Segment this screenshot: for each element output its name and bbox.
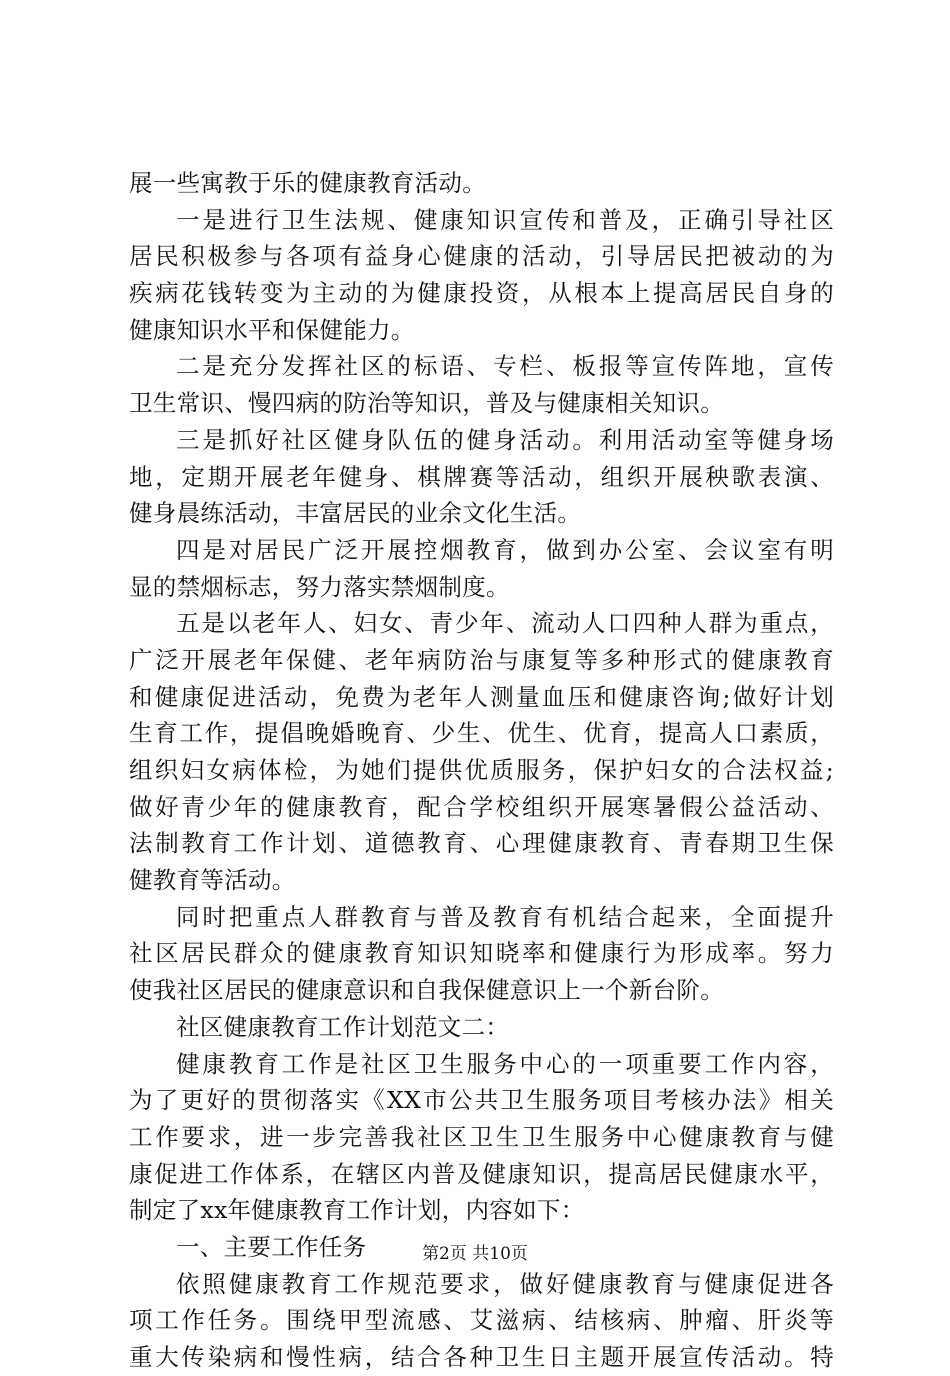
text-line: 展一些寓教于乐的健康教育活动。 — [129, 169, 486, 197]
text-line: 显的禁烟标志，努力落实禁烟制度。 — [129, 572, 510, 601]
text-line: 组织妇女病体检，为她们提供优质服务，保护妇女的合法权益; — [129, 756, 834, 784]
text-line: 一、主要工作任务 — [176, 1232, 367, 1261]
text-line: 广泛开展老年保健、老年病防治与康复等多种形式的健康教育 — [129, 645, 834, 674]
text-line: 使我社区居民的健康意识和自我保健意识上一个新台阶。 — [129, 976, 724, 1005]
text-line: 健身晨练活动，丰富居民的业余文化生活。 — [129, 499, 582, 528]
text-line: 为了更好的贯彻落实《XX市公共卫生服务项目考核办法》相关 — [129, 1086, 834, 1115]
text-line: 健康知识水平和保健能力。 — [129, 315, 415, 344]
text-line: 做好青少年的健康教育，配合学校组织开展寒暑假公益活动、 — [129, 792, 834, 821]
text-line: 工作要求，进一步完善我社区卫生卫生服务中心健康教育与健 — [129, 1122, 834, 1151]
text-line: 社区健康教育工作计划范文二： — [176, 1012, 510, 1041]
text-line: 社区居民群众的健康教育知识知晓率和健康行为形成率。努力 — [129, 939, 834, 968]
text-line: 同时把重点人群教育与普及教育有机结合起来，全面提升 — [176, 902, 834, 931]
text-line: 康促进工作体系，在辖区内普及健康知识，提高居民健康水平， — [129, 1159, 834, 1188]
text-line: 和健康促进活动，免费为老年人测量血压和健康咨询;做好计划 — [129, 682, 834, 711]
text-line: 五是以老年人、妇女、青少年、流动人口四种人群为重点， — [176, 609, 834, 638]
text-line: 健康教育工作是社区卫生服务中心的一项重要工作内容， — [176, 1049, 834, 1078]
text-line: 依照健康教育工作规范要求，做好健康教育与健康促进各 — [176, 1269, 834, 1298]
page-footer: 第2页 共10页 — [422, 1244, 528, 1264]
document-body — [129, 165, 834, 1376]
text-line: 卫生常识、慢四病的防治等知识，普及与健康相关知识。 — [129, 389, 724, 418]
text-line: 居民积极参与各项有益身心健康的活动，引导居民把被动的为 — [129, 242, 834, 271]
text-line: 重大传染病和慢性病，结合各种卫生日主题开展宣传活动。特 — [129, 1343, 834, 1371]
text-line: 项工作任务。围绕甲型流感、艾滋病、结核病、肿瘤、肝炎等 — [129, 1306, 834, 1335]
text-line: 疾病花钱转变为主动的为健康投资，从根本上提高居民自身的 — [129, 279, 834, 308]
text-line: 地，定期开展老年健身、棋牌赛等活动，组织开展秧歌表演、 — [129, 462, 834, 491]
text-line: 四是对居民广泛开展控烟教育，做到办公室、会议室有明 — [176, 535, 834, 564]
text-line: 生育工作，提倡晚婚晚育、少生、优生、优育，提高人口素质， — [129, 719, 834, 748]
text-line: 三是抓好社区健身队伍的健身活动。利用活动室等健身场 — [176, 425, 834, 454]
text-line: 一是进行卫生法规、健康知识宣传和普及，正确引导社区 — [176, 205, 834, 234]
text-line: 制定了xx年健康教育工作计划，内容如下： — [129, 1196, 585, 1225]
text-line: 法制教育工作计划、道德教育、心理健康教育、青春期卫生保 — [129, 829, 834, 858]
text-line: 二是充分发挥社区的标语、专栏、板报等宣传阵地，宣传 — [176, 352, 834, 381]
text-line: 健教育等活动。 — [129, 866, 296, 895]
